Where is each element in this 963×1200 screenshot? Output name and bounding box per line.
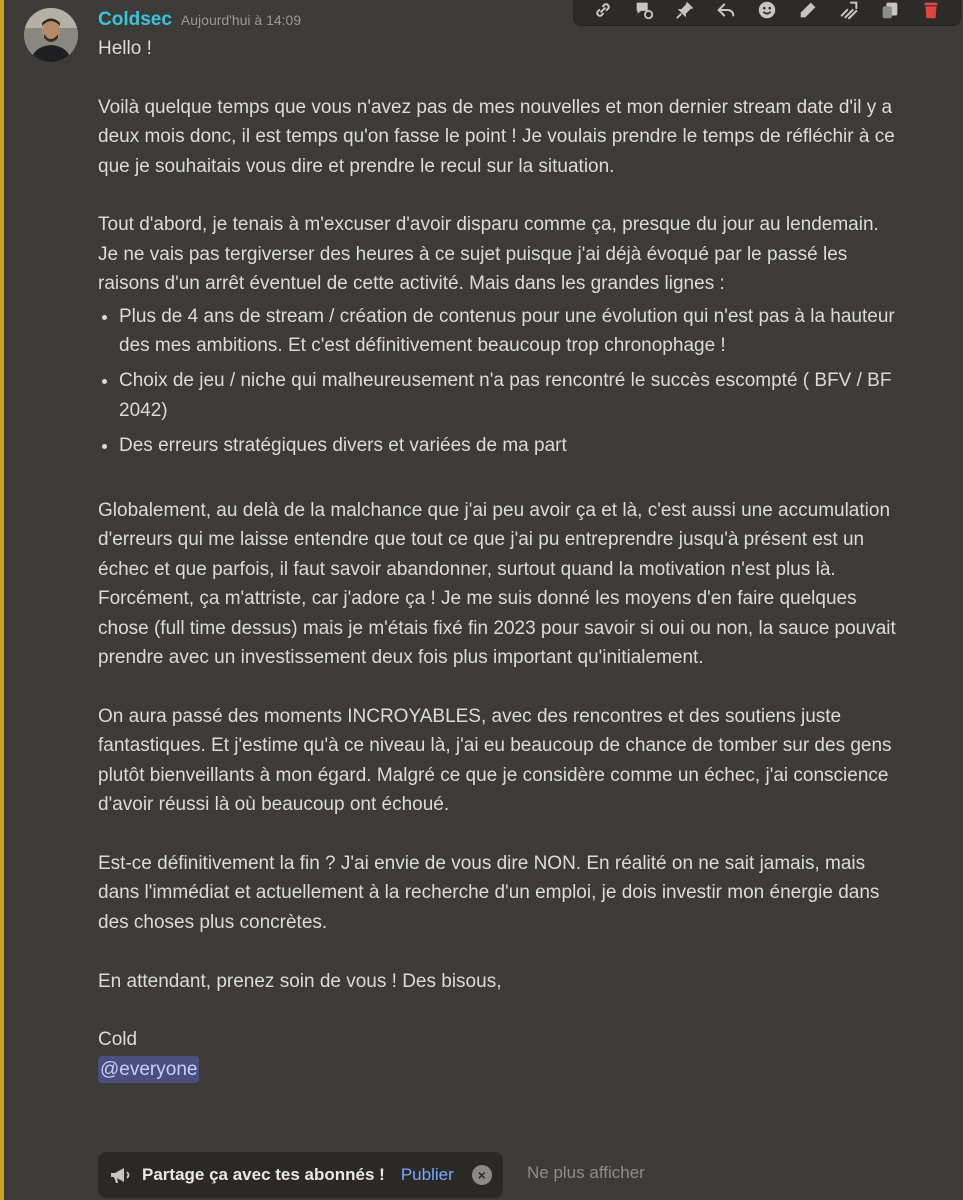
mention-highlight-bar: [0, 0, 4, 1200]
everyone-mention[interactable]: @everyone: [98, 1056, 199, 1083]
paragraph: Forcément, ça m'attriste, car j'adore ça ! Je me suis donné les moyens d'en faire quelques chose (full time dessus) mais je m'étais fixé fin 2023 pour savoir si oui ou non, la sauce pouvait prendre avec un investissement deux fois plus important qu'initialement.: [98, 588, 896, 669]
megaphone-icon: [108, 1163, 132, 1187]
list-item: • Choix de jeu / niche qui malheureusement n'a pas rencontré le succès escompté ( BFV / BF 2042): [119, 366, 898, 425]
reaction-icon[interactable]: [755, 0, 779, 22]
paragraph: Est-ce définitivement la fin ? J'ai envie de vous dire NON. En réalité on ne sait jamais, mais dans l'immédiat et actuellement à la recherche d'un emploi, je dois investir mon énergie dans des choses plus concrètes.: [98, 852, 880, 933]
timestamp[interactable]: Aujourd'hui à 14:09: [180, 12, 302, 28]
message-header: [98, 9, 301, 35]
close-icon[interactable]: ×: [472, 1165, 492, 1185]
share-text: Partage ça avec tes abonnés !: [142, 1165, 385, 1184]
greeting: Hello !: [98, 38, 152, 59]
reply-icon[interactable]: [714, 0, 738, 22]
dismiss-button[interactable]: Ne plus afficher: [527, 1163, 645, 1182]
forward-icon[interactable]: [837, 0, 861, 22]
paragraph: Tout d'abord, je tenais à m'excuser d'avoir disparu comme ça, presque du jour au lendemain. Je ne vais pas tergiverser des heures à ce sujet puisque j'ai déjà évoqué par le passé les raisons d'un arrêt éventuel de cette activité. Mais dans les grandes lignes :: [98, 214, 879, 295]
edit-icon[interactable]: [796, 0, 820, 22]
paragraph: Globalement, au delà de la malchance que j'ai peu avoir ça et là, c'est aussi une accumulation d'erreurs qui me laisse entendre que tout ce que j'ai pu entreprendre jusqu'à présent est un échec et que parfois, il faut savoir abandonner, surtout quand la motivation n'est plus là.: [98, 500, 891, 580]
list-item: • Plus de 4 ans de stream / création de contenus pour une évolution qui n'est pas à la hauteur des mes ambitions. Et c'est définitivement beaucoup trop chronophage !: [119, 302, 898, 361]
message-content: [98, 34, 898, 1084]
list-item: • Des erreurs stratégiques divers et variées de ma part: [119, 431, 898, 460]
copy-icon[interactable]: [878, 0, 902, 22]
paragraph: En attendant, prenez soin de vous ! Des bisous,: [98, 970, 502, 992]
delete-icon[interactable]: [919, 0, 943, 22]
signature: Cold: [98, 1029, 138, 1051]
publish-button[interactable]: Publier: [400, 1165, 454, 1184]
paragraph: Voilà quelque temps que vous n'avez pas de mes nouvelles et mon dernier stream date d'il y a deux mois donc, il est temps qu'on fasse le point ! Je voulais prendre le temps de réfléchir à ce que je souhaitais vous dire et prendre le recul sur la situation.: [98, 96, 895, 177]
message[interactable]: [22, 0, 942, 1200]
username[interactable]: Coldsec: [98, 9, 172, 30]
message-toolbar: [573, 0, 961, 26]
link-icon[interactable]: [591, 0, 615, 22]
share-prompt: [98, 1152, 503, 1198]
thread-icon[interactable]: [632, 0, 656, 22]
pin-icon[interactable]: [673, 0, 697, 22]
avatar[interactable]: [24, 8, 78, 62]
bullet-list: [98, 302, 898, 461]
paragraph: On aura passé des moments INCROYABLES, avec des rencontres et des soutiens juste fantastiques. Et j'estime qu'à ce niveau là, j'ai eu beaucoup de chance de tomber sur des gens plutôt bienveillants à mon égard. Malgré ce que je considère comme un échec, j'ai conscience d'avoir réussi là où beaucoup ont échoué.: [98, 705, 892, 816]
